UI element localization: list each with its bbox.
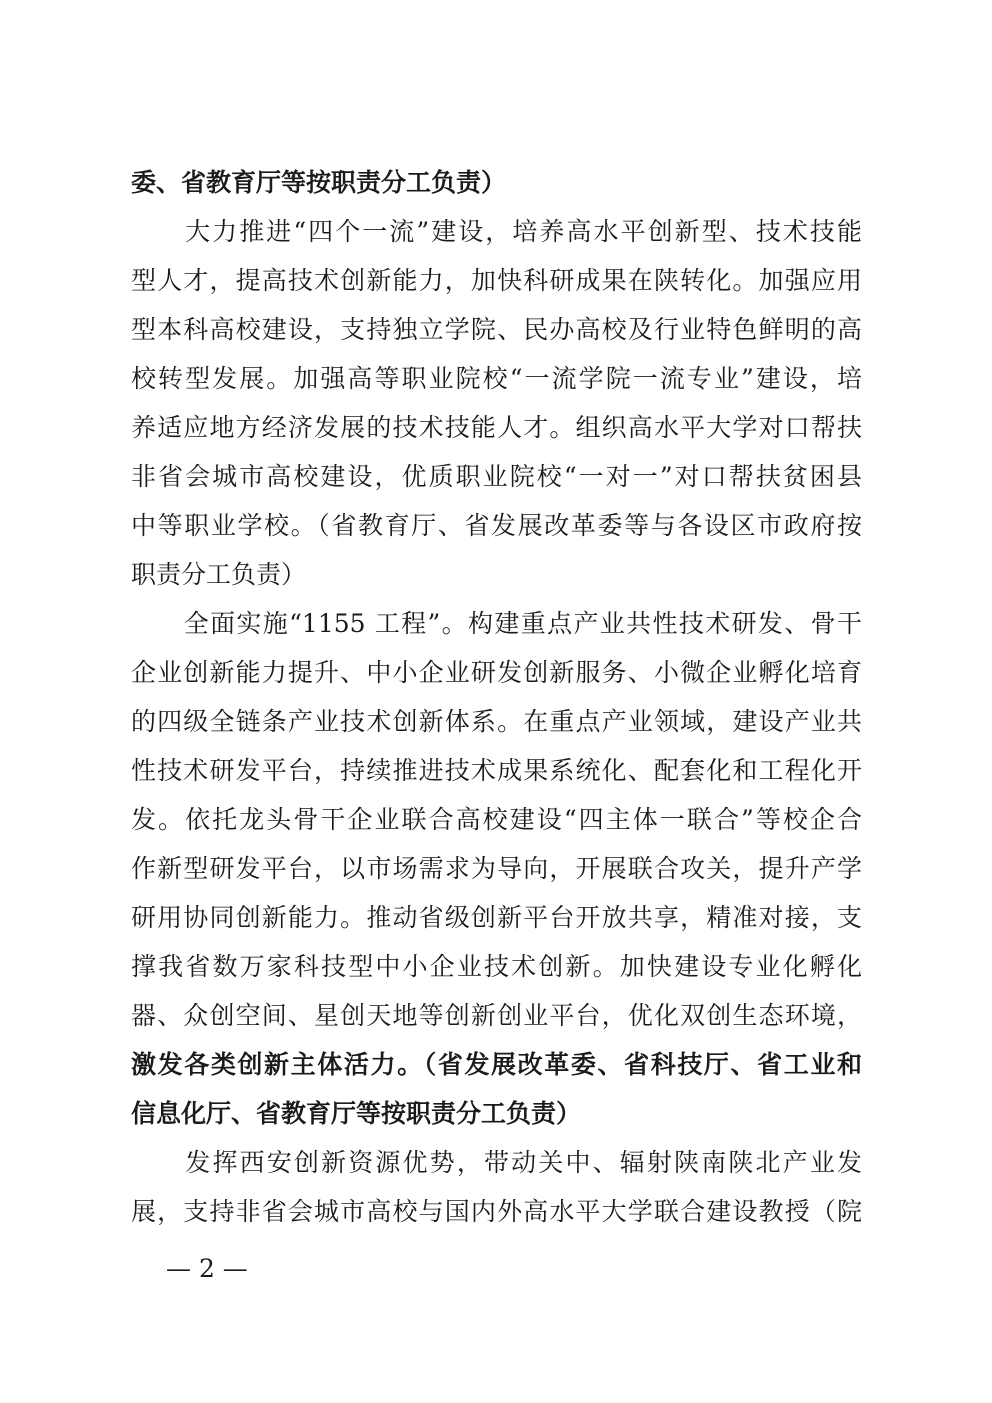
text-line-9: 职责分工负责） — [131, 560, 307, 589]
text-line-15: 作新型研发平台，以市场需求为导向，开展联合攻关，提升产学 — [131, 854, 862, 883]
text-line-17: 撑我省数万家科技型中小企业技术创新。加快建设专业化孵化 — [131, 952, 862, 981]
text-line-21: 发挥西安创新资源优势，带动关中、辐射陕南陕北产业发 — [131, 1148, 862, 1177]
text-line-16: 研用协同创新能力。推动省级创新平台开放共享，精准对接，支 — [131, 903, 862, 932]
text-line-6: 养适应地方经济发展的技术技能人才。组织高水平大学对口帮扶 — [131, 413, 862, 442]
text-line-8: 中等职业学校。（省教育厅、省发展改革委等与各设区市政府按 — [131, 511, 862, 540]
text-line-22: 展，支持非省会城市高校与国内外高水平大学联合建设教授（院 — [131, 1197, 862, 1226]
text-line-13: 性技术研发平台，持续推进技术成果系统化、配套化和工程化开 — [131, 756, 862, 785]
text-line-2: 大力推进“四个一流”建设，培养高水平创新型、技术技能 — [131, 217, 862, 246]
text-line-5: 校转型发展。加强高等职业院校“一流学院一流专业”建设，培 — [131, 364, 862, 393]
page-number: — 2 — — [166, 1254, 248, 1283]
text-line-19: 激发各类创新主体活力。（省发展改革委、省科技厅、省工业和 — [131, 1050, 862, 1079]
text-line-18: 器、众创空间、星创天地等创新创业平台，优化双创生态环境， — [131, 1001, 862, 1030]
body-text — [131, 158, 862, 1236]
text-line-11: 企业创新能力提升、中小企业研发创新服务、小微企业孵化培育 — [131, 658, 862, 687]
text-line-20: 信息化厅、省教育厅等按职责分工负责） — [131, 1099, 582, 1128]
text-line-1: 委、省教育厅等按职责分工负责） — [131, 168, 507, 197]
text-line-14: 发。依托龙头骨干企业联合高校建设“四主体一联合”等校企合 — [131, 805, 862, 834]
text-line-10: 全面实施“1155 工程”。构建重点产业共性技术研发、骨干 — [131, 609, 862, 638]
text-line-3: 型人才，提高技术创新能力，加快科研成果在陕转化。加强应用 — [131, 266, 862, 295]
text-line-7: 非省会城市高校建设，优质职业院校“一对一”对口帮扶贫困县 — [131, 462, 862, 491]
text-line-4: 型本科高校建设，支持独立学院、民办高校及行业特色鲜明的高 — [131, 315, 862, 344]
text-line-12: 的四级全链条产业技术创新体系。在重点产业领域，建设产业共 — [131, 707, 862, 736]
